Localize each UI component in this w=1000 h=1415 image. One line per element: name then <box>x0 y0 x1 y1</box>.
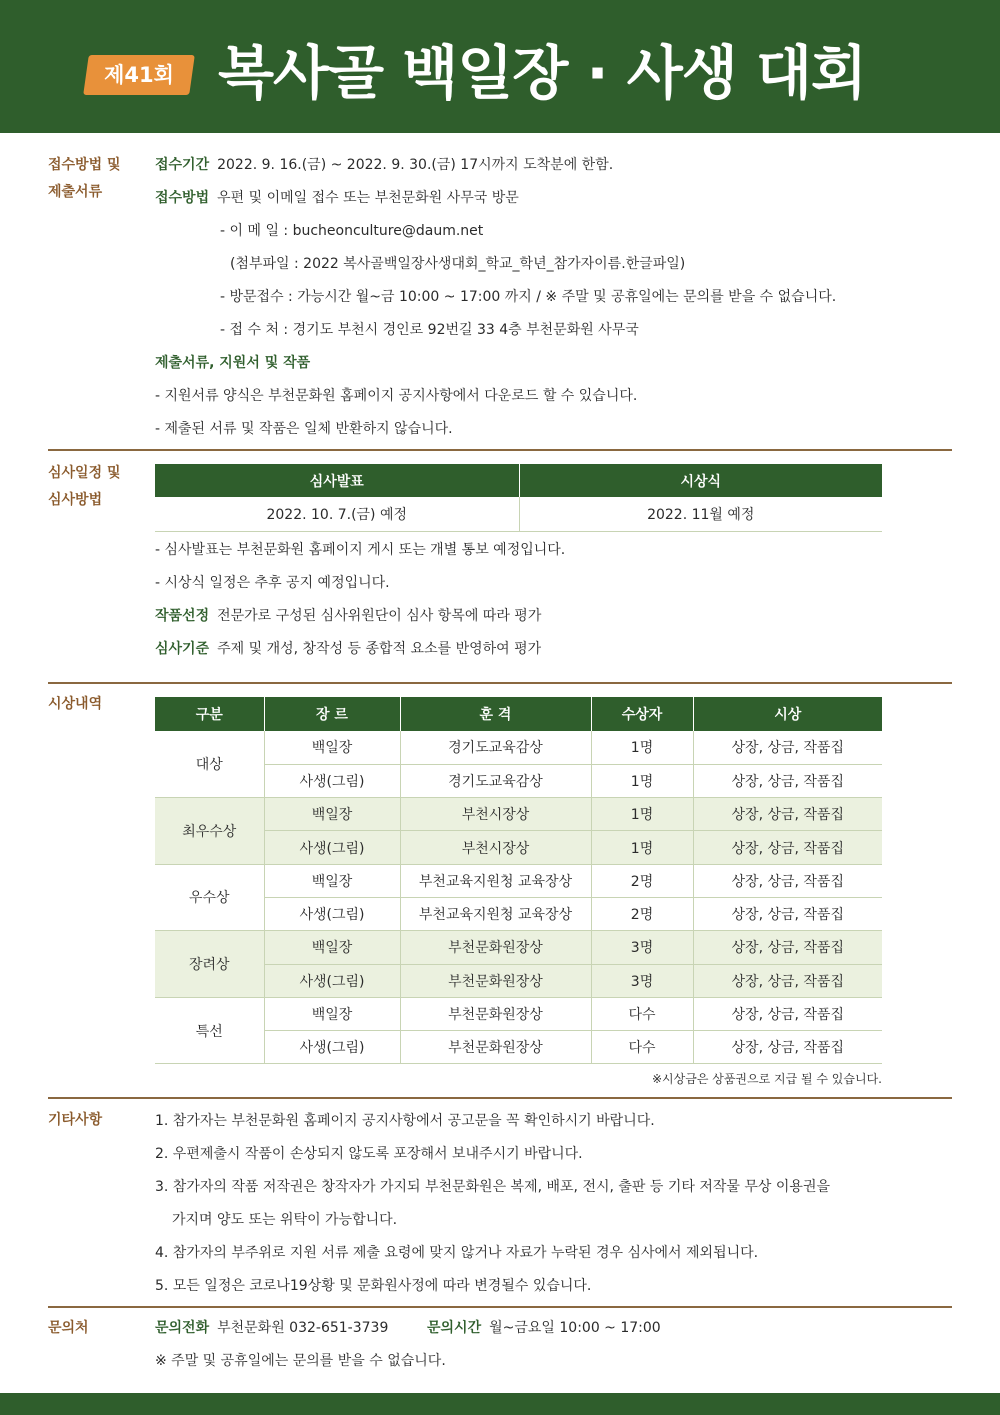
awards-col-honor: 훈 격 <box>400 697 591 731</box>
section-divider <box>48 1097 952 1099</box>
awards-col-genre: 장 르 <box>264 697 400 731</box>
table-row <box>155 897 882 930</box>
criteria-key: 심사기준 <box>155 641 210 657</box>
schedule-table <box>155 464 882 532</box>
etc-item-5: 5. 모든 일정은 코로나19상황 및 문화원사정에 따라 변경될수 있습니다. <box>155 1278 592 1294</box>
reception-period <box>155 155 613 175</box>
hours-value: 월~금요일 10:00 ~ 17:00 <box>489 1320 661 1336</box>
etc-item-4: 4. 참가자의 부주위로 지원 서류 제출 요령에 맞지 않거나 자료가 누락된 경우 심사에서 제외됩니다. <box>155 1245 759 1261</box>
schedule-col-announce: 심사발표 <box>155 464 519 497</box>
award-honor: 부천시장상 <box>400 831 591 864</box>
award-honor: 부천교육지원청 교육장상 <box>400 864 591 897</box>
review-criteria <box>155 639 541 659</box>
section-divider <box>48 449 952 451</box>
award-prize: 상장, 상금, 작품집 <box>693 798 882 831</box>
awards-col-prize: 시상 <box>693 697 882 731</box>
award-prize: 상장, 상금, 작품집 <box>693 831 882 864</box>
award-category: 대상 <box>155 731 264 798</box>
awards-footnote: ※시상금은 상품권으로 지급 될 수 있습니다. <box>651 1072 882 1086</box>
table-row <box>155 931 882 964</box>
award-count: 다수 <box>591 1031 693 1064</box>
award-category: 최우수상 <box>155 798 264 865</box>
criteria-value: 주제 및 개성, 창작성 등 종합적 요소를 반영하여 평가 <box>217 641 542 657</box>
contact-phone <box>155 1318 388 1338</box>
table-row <box>155 731 882 764</box>
award-count: 1명 <box>591 731 693 764</box>
award-category: 우수상 <box>155 864 264 931</box>
award-prize: 상장, 상금, 작품집 <box>693 864 882 897</box>
footer-bar <box>0 1393 1000 1415</box>
table-row <box>155 798 882 831</box>
schedule-col-ceremony: 시상식 <box>519 464 882 497</box>
review-note-1: - 심사발표는 부천문화원 홈페이지 게시 또는 개별 통보 예정입니다. <box>155 542 566 558</box>
reception-section-label <box>48 152 121 206</box>
award-genre: 백일장 <box>264 798 400 831</box>
award-prize: 상장, 상금, 작품집 <box>693 764 882 797</box>
method-key: 접수방법 <box>155 190 210 206</box>
award-prize: 상장, 상금, 작품집 <box>693 997 882 1030</box>
reception-label-line2: 제출서류 <box>48 184 103 200</box>
etc-section-label: 기타사항 <box>48 1112 103 1128</box>
reception-label-line1: 접수방법 및 <box>48 157 121 173</box>
award-honor: 부천교육지원청 교육장상 <box>400 897 591 930</box>
section-divider <box>48 1306 952 1308</box>
award-genre: 백일장 <box>264 731 400 764</box>
award-count: 3명 <box>591 964 693 997</box>
ceremony-date: 2022. 11월 예정 <box>519 497 882 531</box>
edition-badge <box>83 55 195 95</box>
table-row <box>155 764 882 797</box>
section-divider <box>48 682 952 684</box>
etc-item-2: 2. 우편제출시 작품이 손상되지 않도록 포장해서 보내주시기 바랍니다. <box>155 1146 583 1162</box>
table-row <box>155 831 882 864</box>
awards-header-row <box>155 697 882 731</box>
email-line: - 이 메 일 : bucheonculture@daum.net <box>220 223 484 239</box>
period-key: 접수기간 <box>155 157 210 173</box>
method-value: 우편 및 이메일 접수 또는 부천문화원 사무국 방문 <box>217 190 519 206</box>
selection-value: 전문가로 구성된 심사위원단이 심사 항목에 따라 평가 <box>217 608 542 624</box>
award-prize: 상장, 상금, 작품집 <box>693 731 882 764</box>
awards-col-category: 구분 <box>155 697 264 731</box>
award-genre: 사생(그림) <box>264 764 400 797</box>
award-prize: 상장, 상금, 작품집 <box>693 897 882 930</box>
awards-table <box>155 697 882 1064</box>
award-category: 장려상 <box>155 931 264 998</box>
etc-item-3a: 3. 참가자의 작품 저작권은 창작자가 가지되 부천문화원은 복제, 배포, 전시, 출판 등 기타 저작물 무상 이용권을 <box>155 1179 830 1195</box>
header-banner <box>0 0 1000 133</box>
etc-item-1: 1. 참가자는 부천문화원 홈페이지 공지사항에서 공고문을 꼭 확인하시기 바랍니다. <box>155 1113 655 1129</box>
table-row <box>155 997 882 1030</box>
awards-col-count: 수상자 <box>591 697 693 731</box>
award-count: 2명 <box>591 864 693 897</box>
docs-line-2: - 제출된 서류 및 작품은 일체 반환하지 않습니다. <box>155 421 453 437</box>
award-count: 1명 <box>591 831 693 864</box>
schedule-header-row <box>155 464 882 497</box>
period-value: 2022. 9. 16.(금) ~ 2022. 9. 30.(금) 17시까지 도착분에 한함. <box>217 157 614 173</box>
contact-note: ※ 주말 및 공휴일에는 문의를 받을 수 없습니다. <box>155 1353 446 1369</box>
reception-method <box>155 188 519 208</box>
phone-value: 부천문화원 032-651-3739 <box>217 1320 389 1336</box>
table-row <box>155 1031 882 1064</box>
award-genre: 백일장 <box>264 931 400 964</box>
award-prize: 상장, 상금, 작품집 <box>693 1031 882 1064</box>
award-genre: 사생(그림) <box>264 897 400 930</box>
award-count: 1명 <box>591 764 693 797</box>
award-genre: 사생(그림) <box>264 831 400 864</box>
award-category: 특선 <box>155 997 264 1064</box>
awards-section-label: 시상내역 <box>48 696 103 712</box>
attachment-line: (첨부파일 : 2022 복사골백일장사생대회_학교_학년_참가자이름.한글파일) <box>230 256 686 272</box>
award-count: 1명 <box>591 798 693 831</box>
award-prize: 상장, 상금, 작품집 <box>693 964 882 997</box>
award-honor: 경기도교육감상 <box>400 731 591 764</box>
award-honor: 경기도교육감상 <box>400 764 591 797</box>
address-line: - 접 수 처 : 경기도 부천시 경인로 92번길 33 4층 부천문화원 사무국 <box>220 322 639 338</box>
award-prize: 상장, 상금, 작품집 <box>693 931 882 964</box>
review-selection <box>155 606 541 626</box>
edition-badge-text: 제41회 <box>104 63 174 87</box>
contact-section-label: 문의처 <box>48 1320 89 1336</box>
etc-item-3b: 가지며 양도 또는 위탁이 가능합니다. <box>172 1212 398 1228</box>
contact-hours <box>427 1318 661 1338</box>
award-honor: 부천시장상 <box>400 798 591 831</box>
schedule-row <box>155 497 882 531</box>
award-count: 3명 <box>591 931 693 964</box>
docs-heading <box>155 353 318 373</box>
announce-date: 2022. 10. 7.(금) 예정 <box>155 497 519 531</box>
review-note-2: - 시상식 일정은 추후 공지 예정입니다. <box>155 575 390 591</box>
page-title: 복사골 백일장 · 사생 대회 <box>218 39 867 107</box>
award-honor: 부천문화원장상 <box>400 964 591 997</box>
visit-line: - 방문접수 : 가능시간 월~금 10:00 ~ 17:00 까지 / ※ 주말 및 공휴일에는 문의를 받을 수 없습니다. <box>220 289 837 305</box>
award-genre: 백일장 <box>264 864 400 897</box>
award-genre: 사생(그림) <box>264 964 400 997</box>
review-label-line1: 심사일정 및 <box>48 465 121 481</box>
docs-line-1: - 지원서류 양식은 부천문화원 홈페이지 공지사항에서 다운로드 할 수 있습니다. <box>155 388 638 404</box>
award-count: 2명 <box>591 897 693 930</box>
award-genre: 사생(그림) <box>264 1031 400 1064</box>
award-count: 다수 <box>591 997 693 1030</box>
docs-heading-text: 제출서류, 지원서 및 작품 <box>155 355 311 371</box>
phone-key: 문의전화 <box>155 1320 210 1336</box>
review-section-label <box>48 460 121 514</box>
review-label-line2: 심사방법 <box>48 492 103 508</box>
award-honor: 부천문화원장상 <box>400 1031 591 1064</box>
table-row <box>155 964 882 997</box>
selection-key: 작품선정 <box>155 608 210 624</box>
hours-key: 문의시간 <box>427 1320 482 1336</box>
award-genre: 백일장 <box>264 997 400 1030</box>
award-honor: 부천문화원장상 <box>400 997 591 1030</box>
table-row <box>155 864 882 897</box>
award-honor: 부천문화원장상 <box>400 931 591 964</box>
